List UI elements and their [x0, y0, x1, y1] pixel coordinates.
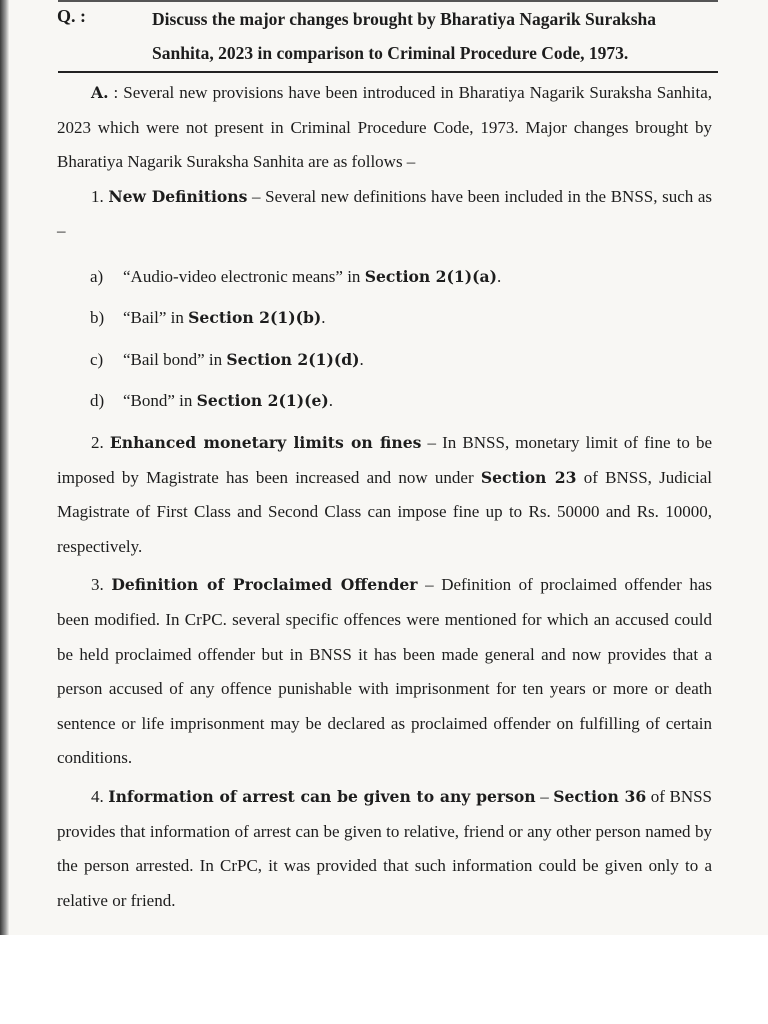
list-item-end: .: [359, 349, 364, 369]
point-1-number: 1.: [91, 186, 104, 206]
list-item: [57, 256, 712, 298]
point-2-number: 2.: [91, 432, 104, 452]
point-3-number: 3.: [91, 575, 104, 595]
definitions-list: [57, 256, 712, 422]
list-item-term: “Bail bond” in: [123, 349, 227, 369]
list-item-end: .: [321, 308, 326, 328]
answer-body: [57, 76, 712, 918]
list-item-section: Section 2(1)(a): [364, 266, 497, 286]
point-2-text-a: – In BNSS, monetary limit of fine to be imposed by Magistrate has been increased and now under: [57, 432, 713, 487]
point-4-dash: –: [535, 786, 554, 806]
list-item-section: Section 2(1)(b): [188, 308, 322, 328]
list-item-section: Section 2(1)(d): [226, 349, 360, 369]
header-rule: [58, 71, 718, 73]
list-item-term: “Bail” in: [123, 308, 189, 328]
point-4: [57, 780, 712, 918]
point-4-number: 4.: [91, 786, 104, 806]
point-4-section: Section 36: [553, 786, 647, 806]
book-spine-shadow: [0, 0, 9, 935]
list-item-section: Section 2(1)(e): [196, 391, 329, 411]
point-3-text: – Definition of proclaimed offender has been modified. In CrPC. several specific offences were mentioned for which an accused could be held proclaimed offender but in BNSS it has been made general and now provides that a person accused of any offence punishable with imprisonment for ten years or more or death sentence or life imprisonment may be declared as proclaimed offender on fulfilling of certain conditions.: [57, 575, 713, 768]
point-2-heading: Enhanced monetary limits on fines: [109, 432, 422, 452]
list-item-mark: c): [90, 349, 104, 369]
point-1-heading: New Definitions: [108, 186, 248, 206]
list-item-mark: d): [90, 391, 105, 411]
point-2: [57, 426, 712, 564]
list-item: [57, 380, 712, 422]
list-item-mark: a): [90, 266, 104, 286]
answer-label: A.: [91, 83, 109, 102]
point-4-heading: Information of arrest can be given to any person: [108, 786, 536, 806]
answer-intro: [57, 76, 712, 180]
point-1: [57, 180, 712, 249]
list-item: [57, 297, 712, 339]
point-3: [57, 568, 712, 776]
list-item: [57, 339, 712, 381]
question-title: Discuss the major changes brought by Bharatiya Nagarik Suraksha Sanhita, 2023 in comparison to Criminal Procedure Code, 1973.: [152, 9, 657, 63]
question-label: Q. :: [57, 6, 86, 26]
answer-intro-text: : Several new provisions have been introduced in Bharatiya Nagarik Suraksha Sanhita, 2023 which were not present in Criminal Procedure Code, 1973. Major changes brought by Bharatiya Nagarik Suraksha Sanhita are as follows –: [57, 83, 712, 172]
list-item-end: .: [496, 266, 502, 286]
list-item-term: “Bond” in: [123, 391, 197, 411]
list-item-end: .: [328, 391, 334, 411]
point-3-heading: Definition of Proclaimed Offender: [111, 575, 418, 595]
list-item-term: “Audio-video electronic means” in: [123, 266, 365, 286]
point-1-text: – Several new definitions have been included in the BNSS, such as –: [57, 186, 713, 241]
point-2-section: Section 23: [480, 467, 577, 487]
list-item-mark: b): [90, 308, 105, 328]
point-4-text: of BNSS provides that information of arrest can be given to relative, friend or any other person named by the person arrested. In CrPC, it was provided that such information could be given only to a relative or friend.: [57, 786, 712, 910]
point-2-text-b: of BNSS, Judicial Magistrate of First Class and Second Class can impose fine up to Rs. 50000 and Rs. 10000, respectively.: [57, 467, 713, 556]
